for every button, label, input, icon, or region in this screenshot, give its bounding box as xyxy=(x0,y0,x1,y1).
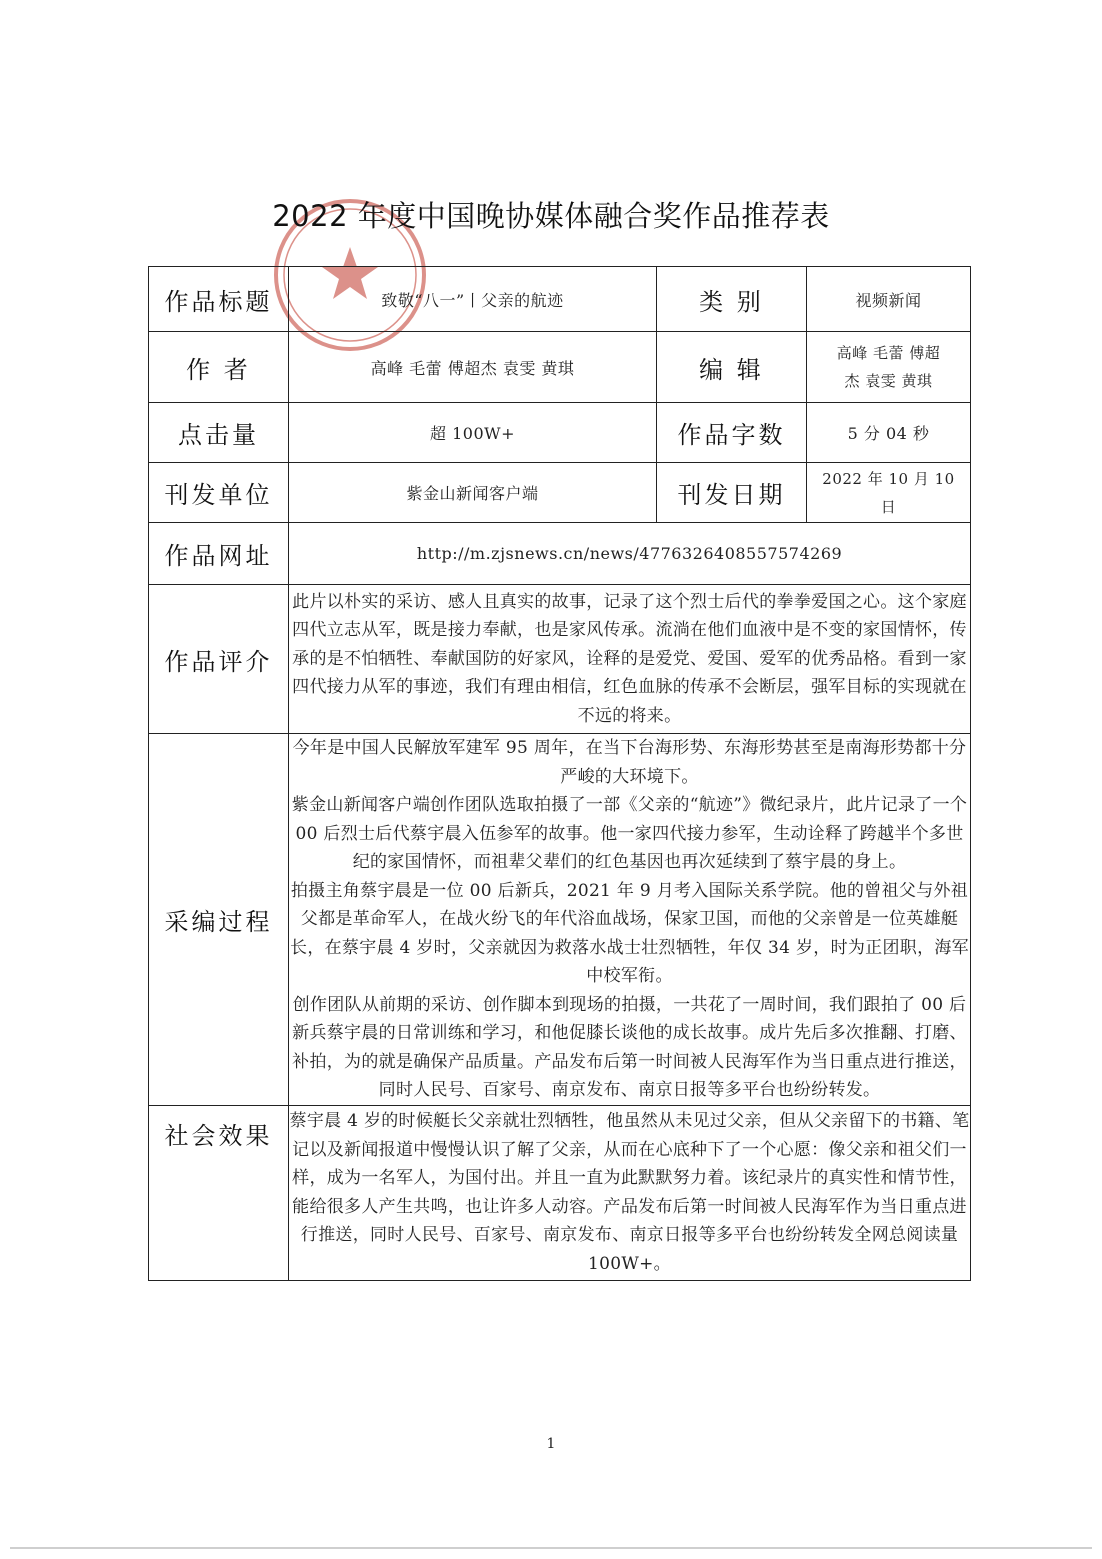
recommendation-form-table xyxy=(148,266,971,1281)
value-review xyxy=(289,585,971,734)
document-title: 2022 年度中国晚协媒体融合奖作品推荐表 xyxy=(272,199,830,233)
value-editors-line1: 高峰 毛蕾 傅超 xyxy=(836,344,941,362)
row-social-effect xyxy=(149,1105,971,1280)
value-publish-date-line1: 2022 年 10 月 10 xyxy=(822,469,955,488)
label-authors: 作 者 xyxy=(149,332,289,403)
value-url: http://m.zjsnews.cn/news/4776326408557574269 xyxy=(289,523,971,585)
label-editors: 编 辑 xyxy=(657,332,807,403)
value-authors: 高峰 毛蕾 傅超杰 袁雯 黄琪 xyxy=(289,332,657,403)
row-title xyxy=(149,267,971,332)
label-editing-process: 采编过程 xyxy=(149,734,289,1106)
value-publish-date-line2: 日 xyxy=(880,497,897,516)
process-paragraph-1: 今年是中国人民解放军建军 95 周年，在当下台海形势、东海形势甚至是南海形势都十分严峻的大环境下。 xyxy=(292,738,967,787)
social-effect-text: 蔡宇晨 4 岁的时候艇长父亲就壮烈牺牲，他虽然从未见过父亲，但从父亲留下的书籍、笔记以及新闻报道中慢慢认识了解了父亲，从而在心底种下了一个心愿：像父亲和祖父们一样，成为一名军人，为国付出。并且一直为此默默努力着。该纪录片的真实性和情节性，能给很多人产生共鸣，也让许多人动容。产品发布后第一时间被人民海军作为当日重点进行推送，同时人民号、百家号、南京发布、南京日报等多平台也纷纷转发全网总阅读量 100W+。 xyxy=(289,1111,970,1274)
value-word-count: 5 分 04 秒 xyxy=(807,403,971,463)
row-editing-process xyxy=(149,734,971,1106)
value-work-title: 致敬“八一”丨父亲的航迹 xyxy=(289,267,657,332)
value-publisher: 紫金山新闻客户端 xyxy=(289,463,657,523)
label-clicks: 点击量 xyxy=(149,403,289,463)
value-editors xyxy=(807,332,971,403)
value-clicks: 超 100W+ xyxy=(289,403,657,463)
page-number: 1 xyxy=(546,1436,556,1452)
value-editing-process xyxy=(289,734,971,1106)
process-paragraph-3: 拍摄主角蔡宇晨是一位 00 后新兵，2021 年 9 月考入国际关系学院。他的曾祖父与外祖父都是革命军人，在战火纷飞的年代浴血战场，保家卫国，而他的父亲曾是一位英雄艇长，在蔡宇晨 4 岁时，父亲就因为救落水战士壮烈牺牲，年仅 34 岁，时为正团职，海军中校军衔。 xyxy=(290,880,969,986)
label-category: 类 别 xyxy=(657,267,807,332)
process-paragraph-4: 创作团队从前期的采访、创作脚本到现场的拍摄，一共花了一周时间，我们跟拍了 00 后新兵蔡宇晨的日常训练和学习，和他促膝长谈他的成长故事。成片先后多次推翻、打磨、补拍，为的就是确保产品质量。产品发布后第一时间被人民海军作为当日重点进行推送，同时人民号、百家号、南京发布、南京日报等多平台也纷纷转发。 xyxy=(292,994,967,1100)
label-publish-date: 刊发日期 xyxy=(657,463,807,523)
label-publisher: 刊发单位 xyxy=(149,463,289,523)
row-review xyxy=(149,585,971,734)
row-url xyxy=(149,523,971,585)
process-paragraph-2: 紫金山新闻客户端创作团队选取拍摄了一部《父亲的“航迹”》微纪录片，此片记录了一个 00 后烈士后代蔡宇晨入伍参军的故事。他一家四代接力参军，生动诠释了跨越半个多世纪的家国情怀，而祖辈父辈们的红色基因也再次延续到了蔡宇晨的身上。 xyxy=(291,795,968,872)
row-clicks xyxy=(149,403,971,463)
label-word-count: 作品字数 xyxy=(657,403,807,463)
value-social-effect xyxy=(289,1105,971,1280)
review-text: 此片以朴实的采访、感人且真实的故事，记录了这个烈士后代的拳拳爱国之心。这个家庭四代立志从军，既是接力奉献，也是家风传承。流淌在他们血液中是不变的家国情怀，传承的是不怕牺牲、奉献国防的好家风，诠释的是爱党、爱国、爱军的优秀品格。看到一家四代接力从军的事迹，我们有理由相信，红色血脉的传承不会断层，强军目标的实现就在不远的将来。 xyxy=(292,591,967,726)
value-editors-line2: 杰 袁雯 黄琪 xyxy=(844,372,933,390)
value-publish-date xyxy=(807,463,971,523)
row-authors xyxy=(149,332,971,403)
scan-bottom-edge xyxy=(10,1547,1092,1549)
label-review: 作品评介 xyxy=(149,585,289,734)
label-url: 作品网址 xyxy=(149,523,289,585)
value-category: 视频新闻 xyxy=(807,267,971,332)
label-work-title: 作品标题 xyxy=(149,267,289,332)
row-publisher xyxy=(149,463,971,523)
label-social-effect: 社会效果 xyxy=(149,1105,289,1280)
